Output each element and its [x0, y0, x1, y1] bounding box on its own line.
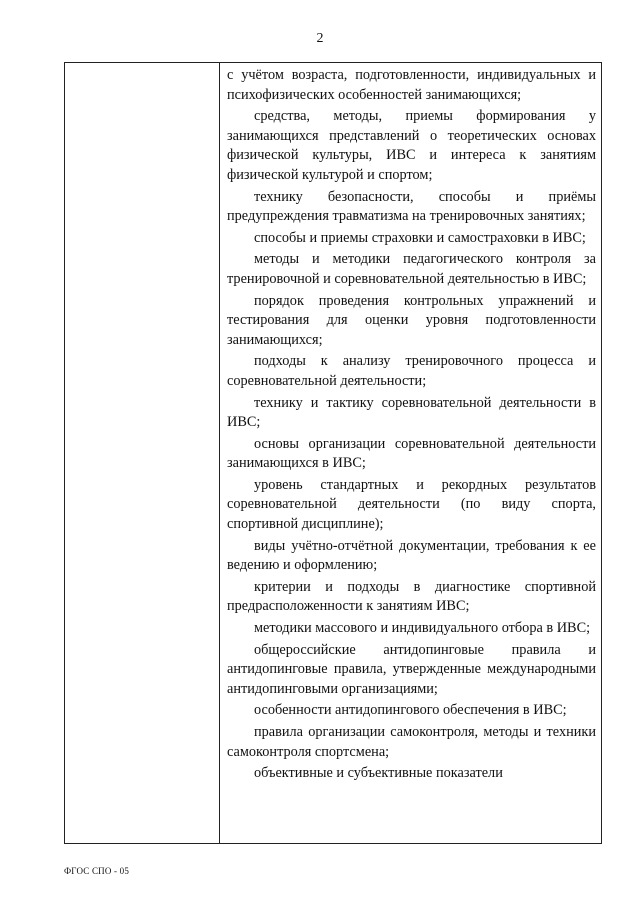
- list-item: способы и приемы страховки и самостраховки в ИВС;: [254, 229, 586, 246]
- list-item: объективные и субъективные показатели: [254, 765, 503, 782]
- list-item: основы организации соревновательной деятельности занимающихся в ИВС;: [227, 435, 596, 472]
- list-item: порядок проведения контрольных упражнений и тестирования для оценки уровня подготовленности занимающихся;: [227, 292, 596, 348]
- list-item: подходы к анализу тренировочного процесса и соревновательной деятельности;: [227, 353, 596, 389]
- table-right-column: [227, 66, 596, 786]
- list-item: критерии и подходы в диагностике спортивной предрасположенности к занятиям ИВС;: [227, 578, 596, 615]
- list-item: с учётом возраста, подготовленности, индивидуальных и психофизических особенностей занимающихся;: [227, 67, 596, 103]
- list-item: уровень стандартных и рекордных результатов соревновательной деятельности (по виду спорта, спортивной дисциплине);: [227, 476, 596, 533]
- footer-document-code: ФГОС СПО - 05: [64, 866, 130, 876]
- list-item: общероссийские антидопинговые правила и антидопинговые правила, утвержденные международными антидопинговыми организациями;: [227, 641, 596, 697]
- list-item: технику и тактику соревновательной деятельности в ИВС;: [227, 394, 596, 431]
- table-left-column: [65, 63, 220, 843]
- list-item: методики массового и индивидуального отбора в ИВС;: [254, 620, 591, 637]
- list-item: средства, методы, приемы формирования у занимающихся представлений о теоретических основах физической культуры, ИВС и интереса к занятиям физической культурой и спортом;: [227, 108, 596, 183]
- list-item: технику безопасности, способы и приёмы предупреждения травматизма на тренировочных занятиях;: [227, 188, 596, 225]
- list-item: виды учётно-отчётной документации, требования к ее ведению и оформлению;: [227, 537, 596, 574]
- list-item: правила организации самоконтроля, методы и техники самоконтроля спортсмена;: [227, 724, 596, 760]
- page-number: 2: [316, 31, 324, 46]
- list-item: особенности антидопингового обеспечения в ИВС;: [254, 702, 567, 719]
- content-table: [64, 62, 602, 844]
- list-item: методы и методики педагогического контроля за тренировочной и соревновательной деятельностью в ИВС;: [227, 251, 596, 287]
